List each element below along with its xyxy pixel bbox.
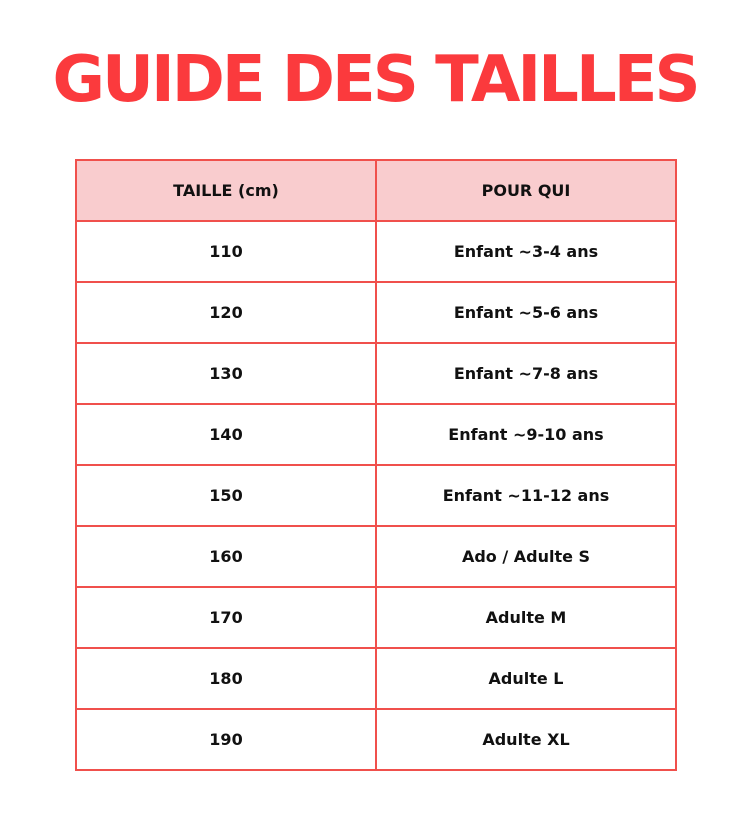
- table-body: [76, 221, 676, 770]
- table-row: [76, 404, 676, 465]
- size-cell: 130: [76, 343, 376, 404]
- table-row: [76, 465, 676, 526]
- for-whom-cell: Adulte M: [376, 587, 676, 648]
- for-whom-cell: Enfant ~11-12 ans: [376, 465, 676, 526]
- size-cell: 180: [76, 648, 376, 709]
- for-whom-cell: Adulte XL: [376, 709, 676, 770]
- table-row: [76, 526, 676, 587]
- size-cell: 140: [76, 404, 376, 465]
- size-cell: 150: [76, 465, 376, 526]
- size-cell: 110: [76, 221, 376, 282]
- table-row: [76, 282, 676, 343]
- table-row: [76, 221, 676, 282]
- for-whom-cell: Adulte L: [376, 648, 676, 709]
- size-cell: 160: [76, 526, 376, 587]
- table-row: [76, 709, 676, 770]
- column-header-size: TAILLE (cm): [76, 160, 376, 221]
- table-header-row: [76, 160, 676, 221]
- table-row: [76, 587, 676, 648]
- for-whom-cell: Enfant ~3-4 ans: [376, 221, 676, 282]
- table-row: [76, 343, 676, 404]
- table-header: [76, 160, 676, 221]
- size-cell: 170: [76, 587, 376, 648]
- table-row: [76, 648, 676, 709]
- for-whom-cell: Enfant ~5-6 ans: [376, 282, 676, 343]
- for-whom-cell: Enfant ~7-8 ans: [376, 343, 676, 404]
- size-guide-table: [75, 159, 677, 771]
- column-header-for-whom: POUR QUI: [376, 160, 676, 221]
- page-title: GUIDE DES TAILLES: [52, 43, 698, 117]
- for-whom-cell: Enfant ~9-10 ans: [376, 404, 676, 465]
- for-whom-cell: Ado / Adulte S: [376, 526, 676, 587]
- size-cell: 120: [76, 282, 376, 343]
- size-cell: 190: [76, 709, 376, 770]
